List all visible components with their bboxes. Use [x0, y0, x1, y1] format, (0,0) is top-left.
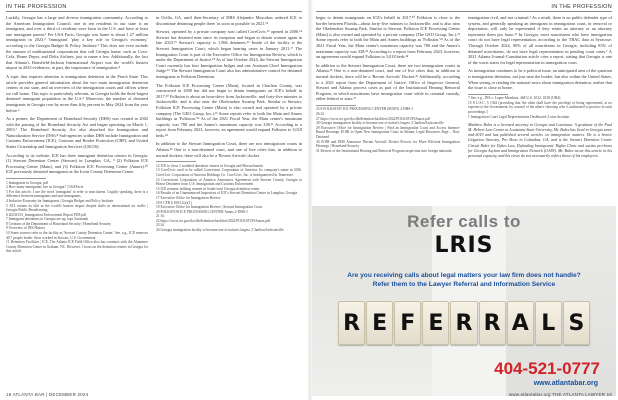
footnote: 2 How many immigrants live in Georgia? | USAFacts — [6, 185, 84, 190]
footnote: 15 ICE resumes holding women in South-west Georgia detention center — [156, 186, 260, 191]
footnote: 18 8 CFR § 1003.1(a)(1) — [156, 200, 192, 205]
letter-tile: E — [366, 301, 393, 345]
page-section-header-right: IN THE PROFESSION — [551, 4, 612, 10]
footnote: 28 Georgia immigration facility to become one of nation's largest | Charlton/Jacksonville — [316, 121, 444, 126]
author-bio: Matthew Bales is a licensed attorney in Georgia and Louisiana. A graduate of the Paul M. Hebert Law Center at Louisiana State University, Mr. Bales has lived in Georgia since mid-2019 and has published several articles on immigration matters. He is a Senior Litigation Attorney, Pro Bono in Columbus, GA, and is the Stewart Detention Center Circuit Rider for Dykes Law, Defending Immigrants' Rights Clinic and assists pro-bono for Georgia Asylum and Immigration Network (GAIN). Mr. Bales wrote this article in his personal capacity, and his views do not necessarily reflect those of his employers. — [468, 122, 612, 158]
article-paragraph: As immigration continues to be a political issue, an anticipated area of the question is immigration detention, not just near the border, but also within the United States. When seeing or reading the national news about immigration detention, realize that the issue is close to home. — [468, 68, 612, 91]
footnote: 27 https://www.ice.gov/doclib/detention/facilities/2022/FOLKSTONAnnex.pdf — [316, 116, 431, 121]
footnote: 1 Immigrants in Georgia, pdf — [6, 180, 48, 185]
article-column-1 — [6, 15, 148, 385]
footnote-separator — [156, 161, 196, 162]
footnote: 1 Immigration Court Legal Representation Dashboard | Lotus Institute. — [468, 114, 571, 119]
footnote: 11 Detention Facilities | ICE. The Atlanta ICE Field Office also has contracts with the Alamance County Detention Center in Graham, NC. However, I focus on the detention centers in Georgia for this article. — [6, 240, 148, 254]
header-rule-left — [6, 11, 302, 12]
article-paragraph: A topic that requires attention is immigration detention in the Peach State. This article provides general information about the two main immigration detention centers in our state, and an overview of the immigration courts and offices where we call home. This topic is particularly relevant, as Georgia holds the third-largest detained immigrant population in the U.S.⁵ Moreover, the number of detained immigrants in Georgia rose by more than fifty percent in May 2024 from the year before.⁶ — [6, 73, 148, 113]
letter-tile: R — [338, 301, 365, 345]
article-column-3 — [316, 15, 460, 203]
footnote: 16 Results of an Unannounced Inspection of ICE's Stewart Detention Center in Lumpkin, Georgia — [156, 191, 298, 196]
footnote: 30 EOIR and DHS Announce 'Recent Arrivals' Docket Process for More Efficient Immigration Hearings | Homeland Security — [316, 139, 460, 149]
footnote: 15 8 U.S.C. § 1362 (providing that 'the alien shall have the privilege of being represented, at no expense to the Government, by counsel of the alien's choosing who is authorized to practice in such proceedings.') — [468, 100, 612, 114]
footnote: 17 Executive Office for Immigration Review — [156, 195, 221, 200]
footer-left: 18 ATLANTA BAR | DECEMBER 2024 — [6, 392, 89, 397]
footer-right: www.atlantabar.org THE ATLANTA LAWYER 19 — [508, 392, 612, 397]
article-paragraph: Stewart, operated by a private company now called CoreCivic,¹³ opened in 2006.¹⁴ Stewart has detained men since its inception and began to detain women again in late 2023.¹⁵ Stewart's capacity is 1,966 detainees.¹⁶ Inside of the facility is the Stewart Immigration Court, which began hearing cases in January 2011.¹⁷ The Immigration Court is part of the Executive Office for Immigration Review, which is under the Department of Justice.¹⁸ As of late October 2024, the Stewart Immigration Court currently has four Immigration Judges and one Assistant Chief Immigration Judge.¹⁹ The Stewart Immigration Court also has administrative control for detained immigrants at Folkston Detention. — [156, 29, 302, 79]
article-paragraph: begin to detain immigrants on ICE's behalf in 2017.²⁰ Folkston is close to the border between Florida—about forty-five minutes to Jacksonville, and is also near the Okefenokee Swamp Park. Similar to Stewart, Folkston ICE Processing Center (Main) is also owned and operated by a private company (The GEO Group, Inc.).²¹ Some reports refer to both the Main and Annex buildings as 'Folkston.'²² As of the 2021 Fiscal Year, the Main center's maximum capacity was 780 and the Annex's maximum capacity was 338.²³ According to a report from February 2023, however, an agreement would expand Folkston to 3,018 beds.²⁴ — [316, 15, 460, 60]
footnote: 12 ICE to close 2 troubled detention centers in Georgia and Massachusetts — [156, 163, 264, 168]
article-paragraph: in Ocilla, GA, until then-Secretary of DHS Alejandro Mayorkas ordered ICE to discontinue detaining people there 'as soon as possible' in 2021.¹² — [156, 15, 302, 26]
footnote-separator — [468, 94, 508, 95]
ad-phone-number[interactable]: 404-521-0777 — [494, 359, 600, 378]
footnote: 7 Immigrant detentions in Georgia are up, tops Savannah — [6, 217, 89, 222]
footnote: 4 Inclusive Economy for Immigrants | Georgia Budget and Policy Institute — [6, 198, 114, 203]
footnote: 26 Id. — [316, 112, 325, 116]
footnote: 22 https://www.ice.gov/doclib/detention/facilities/2022/FOLKSTONAnnex.pdf — [156, 218, 271, 223]
footnote-separator — [316, 105, 356, 106]
footnote: 9 Overview of INS History — [6, 226, 46, 231]
article-paragraph: According to its website, ICE has three immigrant detention centers in Georgia: (1) Stewart Detention Center (Stewart) in Lumpkin, GA, ⁹ (2) Folkston ICE Processing Center (Main), and (3) Folkston ICE Processing Center (Annex).¹⁰ ICE previously detained immigrants at the Irwin County Detention Center — [6, 152, 148, 175]
ad-tagline-referral: Refer them to the Lawyer Referral and Information Service — [372, 281, 556, 288]
header-rule-right — [316, 11, 612, 12]
footnote: 23 Id. — [156, 223, 165, 228]
footnote: 3 For this article, I use the word 'immigrant' to refer to noncitizens. Legally speaking, there is a difference between immigrants and non-immigrants. — [6, 189, 148, 199]
footnote: 24 Georgia immigration facility to become one of nation's largest | Charlton/Jacksonville — [156, 228, 284, 233]
article-paragraph: The Folkston ICE Processing Center (Main), located in Charlton County, was constructed in 2008 but did not begin to detain immigrants on ICE's behalf in 2017.²⁰ Folkston is about an hour-drive from Jacksonville, and forty-five minutes to Jacksonville, and is also near the Okefenokee Swamp Park. Similar to Stewart, Folkston ICE Processing Center (Main) is also owned and operated by a private company (The GEO Group, Inc.).²¹ Some reports refer to both the Main and Annex buildings as 'Folkston.'²² As of the 2021 Fiscal Year, the Main center's maximum capacity was 780 and the Annex's maximum capacity was 338.²³ According to a report from February 2023, however, an agreement would expand Folkston to 3,018 beds.²⁴ — [156, 82, 302, 138]
ad-brand: LRIS — [434, 233, 494, 258]
footnote: 13 CoreCivic used to be called Corrections Corporation of America. Its company's name in 2016. CoreCivic Corporation of America Holdings Co. CoreCivic, Inc. is headquartered in Tennessee. — [156, 168, 302, 177]
page-section-header-left: IN THE PROFESSION — [6, 4, 67, 10]
letter-tile: A — [507, 301, 534, 345]
letter-tile: F — [394, 301, 421, 345]
footnote: 29 Executive Office for Immigration Review | Find an Immigration Court and Access Internet-Based Hearings: EOIR to Open New Immigration Court in Atlanta; Legal Resources Page – Non-Detained — [316, 125, 460, 139]
footnote: 5 ATL retains its title as the world's busiest airport despite shifts in international air traffic | Georgia Public Broadcasting — [6, 203, 148, 213]
article-column-2 — [156, 15, 302, 385]
footnote: 25 8 FOLKSTON ICE PROCESSING CENTER (MAIN) 2-DHS-1 — [316, 107, 414, 112]
footnote: 8 Creation of the Department of Homeland Security | Homeland Security — [6, 221, 112, 226]
ad-tagline-question: Are you receiving calls about legal matters your law firm does not handle? — [347, 272, 581, 279]
letter-tile: S — [563, 301, 590, 345]
article-paragraph: In addition to the Stewart Immigration Court, there are two immigration courts in Atlanta.²⁵ One is a non-detained court, and one of five cities that, in addition to normal dockets, there will be a 'Recent Arrivals' Docket.²⁶ Additionally, according to a 2021 report from the Department of Justice, Office of Inspector General, Stewart and Atlanta process cases as part of the Institutional Hearing Removal Program, in which noncitizens have immigration court while in criminal custody, either federal or state.²⁷ — [316, 62, 460, 102]
letter-tile: L — [535, 301, 562, 345]
article-paragraph: As a primer, the Department of Homeland Security (DHS) was created in 2002 with the passing of the Homeland Security Act and began operating on March 1, 2003.⁷ The Homeland Security Act also absorbed the Immigration and Naturalization Service (INS).⁸ Sub-agencies within DHS include Immigration and Customs Enforcement (ICE), Customs and Border Protection (CBP), and United States Citizenship and Immigration Services (USCIS). — [6, 116, 148, 150]
article-paragraph: immigration civil, and not criminal.¹ As a result, there is no public defender type of system, and generally speaking an immigrant in immigration court, in removal or deportation, will only be represented if they retain an attorney or an attorney represents them pro bono.¹¹ In Georgia, most noncitizens who have immigration court do not have legal representation, according to the TRAC data at Syracuse. Through October 2024, 80% of all noncitizens in Georgia, including 85% of detained noncitizens, do not have legal representation in pending court cases.¹ A 2021 Atlanta Journal-Constitution article cites a report, stating that Georgia is one of the worst states for legal representation in immigration court. — [468, 15, 612, 65]
letter-tile: R — [479, 301, 506, 345]
lris-referral-advertisement[interactable] — [312, 206, 616, 396]
article-paragraph: In addition to the Stewart Immigration Court, there are two immigration courts in Atlanta.²⁵ One is a non-detained court, and one of five cities that, in addition to normal dockets, there will also be a 'Recent Arrivals' docket. — [156, 141, 302, 158]
footnote: 31 Review of the Institutional Hearing and Removal Program inspection into foreign nationals — [316, 148, 452, 153]
footnote: 21 Id. — [156, 214, 165, 219]
ad-website-link[interactable]: www.atlantabar.org — [533, 380, 598, 387]
footnote-separator — [6, 178, 46, 179]
article-paragraph: Luckily, Georgia has a large and diverse immigration community. According to the American Immigration Council, one in ten residents in our state is an immigrant, and over a third of residents were born in the U.S. and have at least one immigrant parent.¹ Per USA Facts, Georgia was home to about 1.27 million immigrants in 2023.² 'Immigrant' 'play a key role in Georgia's economy,' according to the Georgia Budget & Policy Institute.³ This does not even include the amount of multinational corporations that call Georgia home, such as Coca-Cola, Home Depot, and Delta Airlines, just to name a few. Additionally, the fact that Atlanta's Hartsfield-Jackson International Airport was the world's busiest airport in 2023 evidences, in part, the importance of immigration.⁴ — [6, 15, 148, 71]
article-column-4 — [468, 15, 612, 203]
footnote: 14 Corrections Corporation of America Announces Agreement with Stewart County, Georgia to House Detainees from U.S. Immigration and Customs Enforcement — [156, 177, 302, 187]
letter-tile: E — [422, 301, 449, 345]
footnote: 10 Some sources refer to the facility as 'Stewart County Detention Center.' See, e.g., ICE removes 40.7 people leader. Stew worked in Stewart, U.S. Government — [6, 231, 148, 240]
referrals-letter-tiles — [338, 301, 590, 345]
letter-tile: R — [450, 301, 477, 345]
ad-headline: Refer calls to — [407, 212, 521, 231]
footnote: 20 FOLKSTON ICE PROCESSING CENTER Annex 2-DHS-1 — [156, 209, 248, 214]
footnote: 7 See, e.g., INS v. Lopez-Mendoza, 468 U.S. 1032, 1038 (1984). — [468, 96, 562, 101]
footnote: 19 Executive Office for Immigration Review | Stewart Immigration Court — [156, 205, 263, 210]
footnote: 6 20231013_Immigration Enforcement Report PDF.pdf — [6, 212, 86, 217]
